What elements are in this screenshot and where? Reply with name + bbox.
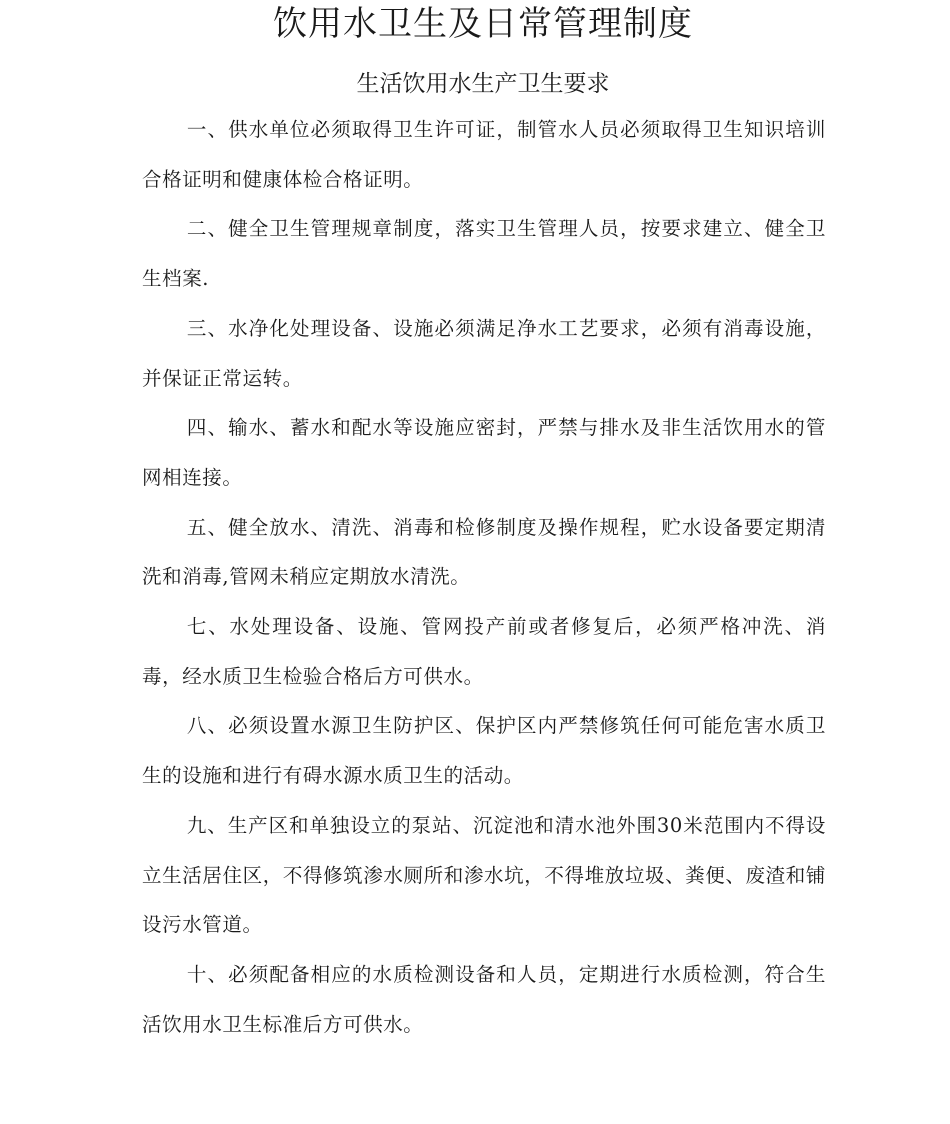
paragraph-10: 十、必须配备相应的水质检测设备和人员，定期进行水质检测，符合生活饮用水卫生标准后方可供水。 xyxy=(142,962,826,1036)
document-subtitle: 生活饮用水生产卫生要求 xyxy=(356,71,610,97)
document-title: 饮用水卫生及日常管理制度 xyxy=(273,4,693,44)
paragraph-2: 二、健全卫生管理规章制度，落实卫生管理人员，按要求建立、健全卫生档案. xyxy=(142,217,826,291)
paragraph-8: 八、必须设置水源卫生防护区、保护区内严禁修筑任何可能危害水质卫生的设施和进行有碍水源水质卫生的活动。 xyxy=(142,714,826,788)
paragraph-3: 三、水净化处理设备、设施必须满足净水工艺要求，必须有消毒设施，并保证正常运转。 xyxy=(142,316,826,390)
paragraph-7: 七、水处理设备、设施、管网投产前或者修复后，必须严格冲洗、消毒，经水质卫生检验合格后方可供水。 xyxy=(142,615,826,688)
document-body xyxy=(142,105,826,1049)
paragraph-9: 九、生产区和单独设立的泵站、沉淀池和清水池外围30米范围内不得设立生活居住区，不得修筑渗水厕所和渗水坑，不得堆放垃圾、粪便、废渣和铺设污水管道。 xyxy=(142,813,826,937)
paragraph-4: 四、输水、蓄水和配水等设施应密封，严禁与排水及非生活饮用水的管网相连接。 xyxy=(142,416,826,489)
paragraph-1: 一、供水单位必须取得卫生许可证，制管水人员必须取得卫生知识培训合格证明和健康体检合格证明。 xyxy=(142,118,826,191)
paragraph-5: 五、健全放水、清洗、消毒和检修制度及操作规程，贮水设备要定期清洗和消毒,管网未稍应定期放水清洗。 xyxy=(142,515,826,589)
